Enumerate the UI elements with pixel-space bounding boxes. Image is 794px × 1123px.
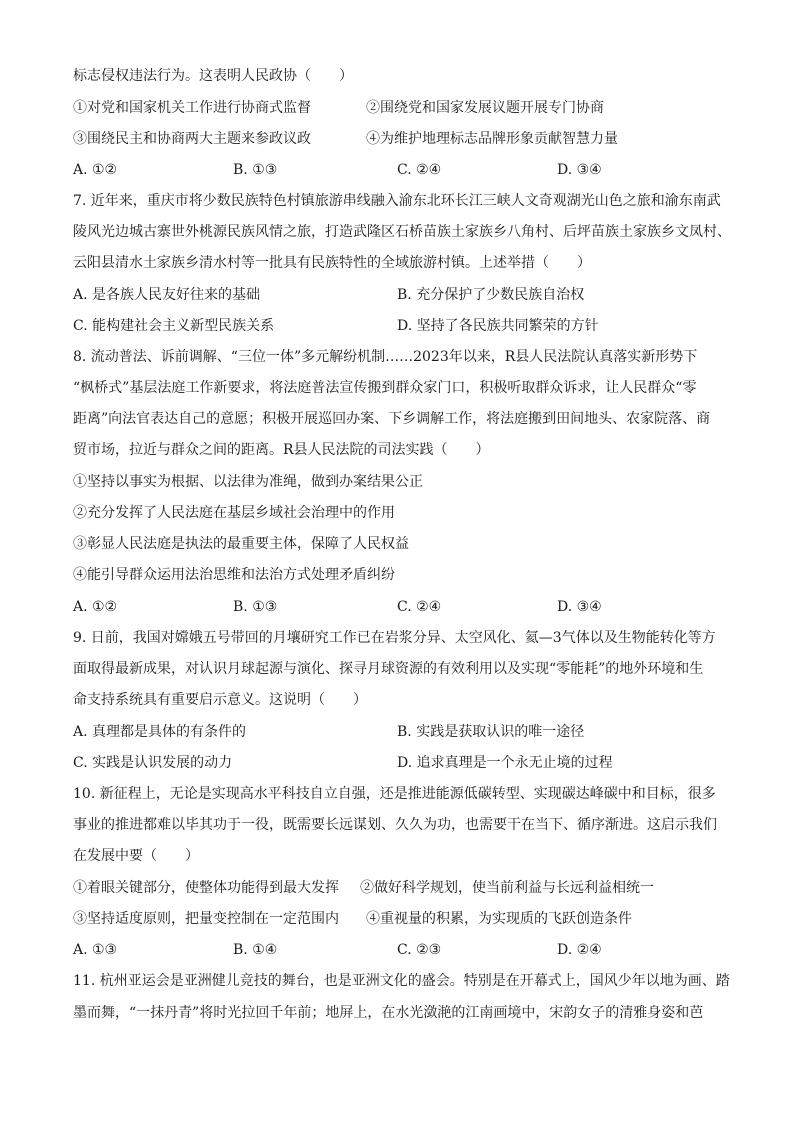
q6-statement-1: ①对党和国家机关工作进行协商式监督 — [73, 100, 311, 116]
q10-stem-line-2: 事业的推进都难以毕其功于一役，既需要长远谋划、久久为功，也需要干在当下、循序渐进。这启示我们 — [73, 817, 717, 833]
q9-option-d: D. 追求真理是一个永无止境的过程 — [397, 755, 613, 771]
q6-statement-4: ④为维护地理标志品牌形象贡献智慧力量 — [366, 131, 618, 147]
q8-option-d: D. ③④ — [557, 599, 602, 615]
q10-option-d: D. ②④ — [557, 942, 602, 958]
q7-stem-line-2: 陵风光边城古寨世外桃源民族风情之旅，打造武隆区石桥苗族土家族乡八角村、后坪苗族土家族乡文凤村、 — [73, 224, 731, 240]
q10-option-c: C. ②③ — [397, 942, 442, 958]
q7-stem-line-3: 云阳县清水土家族乡清水村等一批具有民族特性的全域旅游村镇。上述举措（ ） — [73, 255, 591, 271]
q10-statement-1: ①着眼关键部分，使整体功能得到最大发挥 — [73, 880, 339, 896]
q11-stem-line-2: 墨而舞，“一抹丹青”将时光拉回千年前；地屏上，在水光潋滟的江南画境中，宋韵女子的清雅身姿和芭 — [73, 1005, 704, 1021]
q10-option-b: B. ①④ — [233, 942, 278, 958]
q10-statement-3: ③坚持适度原则，把量变控制在一定范围内 — [73, 911, 339, 927]
q8-option-c: C. ②④ — [397, 599, 442, 615]
q8-option-b: B. ①③ — [233, 599, 278, 615]
q9-option-c: C. 实践是认识发展的动力 — [73, 755, 233, 771]
q11-stem-line-1: 11. 杭州亚运会是亚洲健儿竞技的舞台，也是亚洲文化的盛会。特别是在开幕式上，国风少年以地为画、踏 — [73, 973, 730, 989]
q8-statement-1: ①坚持以事实为根据、以法律为准绳，做到办案结果公正 — [73, 474, 423, 490]
q10-option-a: A. ①③ — [73, 942, 118, 958]
q9-option-a: A. 真理都是具体的有条件的 — [73, 724, 247, 740]
q8-stem-line-2: “枫桥式”基层法庭工作新要求，将法庭普法宣传搬到群众家门口，积极听取群众诉求，让人民群众“零 — [73, 380, 697, 396]
q8-stem-line-1: 8. 流动普法、诉前调解、“三位一体”多元解纷机制……2023年以来，R县人民法院认真落实新形势下 — [73, 349, 698, 365]
q8-stem-line-3: 距离”向法官表达自己的意愿；积极开展巡回办案、下乡调解工作，将法庭搬到田间地头、农家院落、商 — [73, 411, 711, 427]
q9-option-b: B. 实践是获取认识的唯一途径 — [397, 724, 585, 740]
q9-stem-line-3: 命支持系统具有重要启示意义。这说明（ ） — [73, 692, 367, 708]
q8-stem-line-4: 贸市场，拉近与群众之间的距离。R县人民法院的司法实践（ ） — [73, 442, 490, 458]
q7-option-d: D. 坚持了各民族共同繁荣的方针 — [397, 318, 599, 334]
q7-stem-line-1: 7. 近年来，重庆市将少数民族特色村镇旅游串线融入渝东北环长江三峡人文奇观湖光山色之旅和渝东南武 — [73, 193, 721, 209]
q6-option-a: A. ①② — [73, 162, 118, 178]
q6-statement-3: ③围绕民主和协商两大主题来参政议政 — [73, 131, 311, 147]
q6-stem-tail: 标志侵权违法行为。这表明人民政协（ ） — [73, 68, 353, 84]
q10-stem-line-3: 在发展中要（ ） — [73, 848, 199, 864]
q7-option-a: A. 是各族人民友好往来的基础 — [73, 287, 261, 303]
q10-statement-2: ②做好科学规划，使当前利益与长远利益相统一 — [360, 880, 654, 896]
q9-stem-line-2: 面取得最新成果，对认识月球起源与演化、探寻月球资源的有效利用以及实现“零能耗”的地外环境和生 — [73, 661, 704, 677]
q8-statement-4: ④能引导群众运用法治思维和法治方式处理矛盾纠纷 — [73, 567, 395, 583]
q6-option-b: B. ①③ — [233, 162, 278, 178]
q10-statement-4: ④重视量的积累，为实现质的飞跃创造条件 — [366, 911, 632, 927]
q6-option-d: D. ③④ — [557, 162, 602, 178]
q8-option-a: A. ①② — [73, 599, 118, 615]
q8-statement-3: ③彰显人民法庭是执法的最重要主体，保障了人民权益 — [73, 536, 409, 552]
q9-stem-line-1: 9. 日前，我国对嫦娥五号带回的月壤研究工作已在岩浆分异、太空风化、氦—3气体以及生物能转化等方 — [73, 630, 716, 646]
q10-stem-line-1: 10. 新征程上，无论是实现高水平科技自立自强，还是推进能源低碳转型、实现碳达峰碳中和目标，很多 — [73, 786, 716, 802]
q8-statement-2: ②充分发挥了人民法庭在基层乡域社会治理中的作用 — [73, 505, 395, 521]
q6-statement-2: ②围绕党和国家发展议题开展专门协商 — [366, 100, 604, 116]
q6-option-c: C. ②④ — [397, 162, 442, 178]
q7-option-c: C. 能构建社会主义新型民族关系 — [73, 318, 275, 334]
q7-option-b: B. 充分保护了少数民族自治权 — [397, 287, 585, 303]
